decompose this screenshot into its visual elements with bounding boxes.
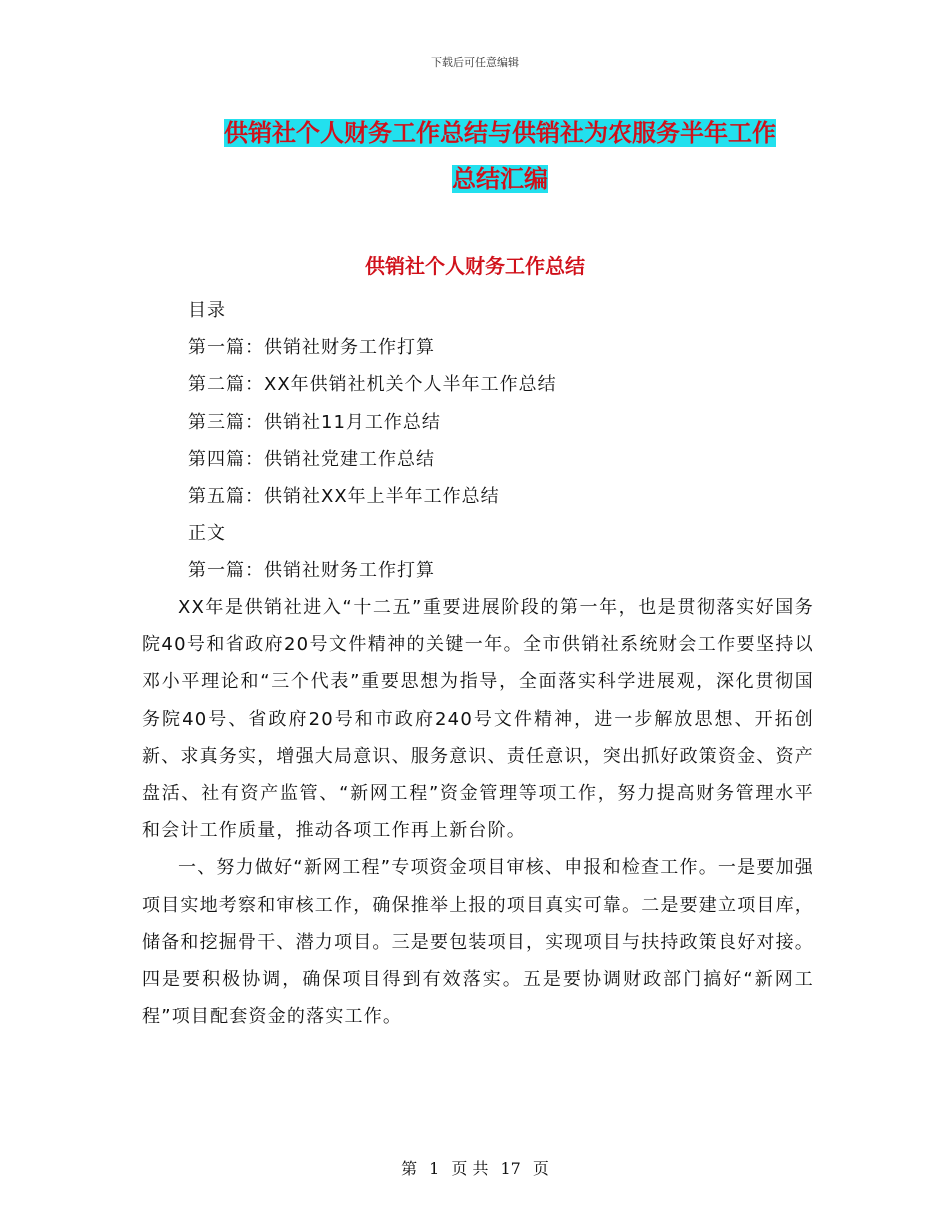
toc-item: 第五篇：供销社XX年上半年工作总结 (188, 486, 500, 508)
footer-prefix: 第 (401, 1159, 418, 1178)
header-note: 下载后可任意编辑 (431, 56, 519, 69)
footer-suffix: 页 (532, 1159, 549, 1178)
toc-item: 第三篇：供销社11月工作总结 (188, 411, 441, 433)
paragraph: 一、努力做好“新网工程”专项资金项目审核、申报和检查工作。一是要加强项目实地考察和审核工作，确保推举上报的项目真实可靠。二是要建立项目库，储备和挖掘骨干、潜力项目。三是要包装项目，实现项目与扶持政策良好对接。四是要积极协调，确保项目得到有效落实。五是要协调财政部门搞好“新网工程”项目配套资金的落实工作。 (142, 857, 814, 1028)
body-heading: 正文 (188, 523, 226, 545)
section-title: 供销社个人财务工作总结 (365, 254, 585, 278)
toc-item: 第二篇：XX年供销社机关个人半年工作总结 (188, 374, 557, 396)
chapter-heading: 第一篇：供销社财务工作打算 (188, 560, 435, 582)
paragraph: XX年是供销社进入“十二五”重要进展阶段的第一年，也是贯彻落实好国务院40号和省政府20号文件精神的关键一年。全市供销社系统财会工作要坚持以邓小平理论和“三个代表”重要思想为指导，全面落实科学进展观，深化贯彻国务院40号、省政府20号和市政府240号文件精神，进一步解放思想、开拓创新、求真务实，增强大局意识、服务意识、责任意识，突出抓好政策资金、资产盘活、社有资产监管、“新网工程”资金管理等项工作，努力提高财务管理水平和会计工作质量，推动各项工作再上新台阶。 (142, 597, 814, 842)
toc-heading: 目录 (188, 300, 226, 321)
toc-item: 第一篇：供销社财务工作打算 (188, 337, 435, 359)
table-of-contents (188, 292, 828, 590)
page-footer (0, 1156, 950, 1179)
page-number: 1 (429, 1159, 440, 1178)
toc-item: 第四篇：供销社党建工作总结 (188, 448, 435, 470)
footer-mid: 页 共 (451, 1159, 489, 1178)
document-title-line2: 总结汇编 (452, 165, 548, 193)
page-total: 17 (500, 1159, 521, 1178)
body-text (142, 589, 814, 1035)
document-title (190, 110, 810, 202)
document-title-line1: 供销社个人财务工作总结与供销社为农服务半年工作 (224, 119, 776, 147)
